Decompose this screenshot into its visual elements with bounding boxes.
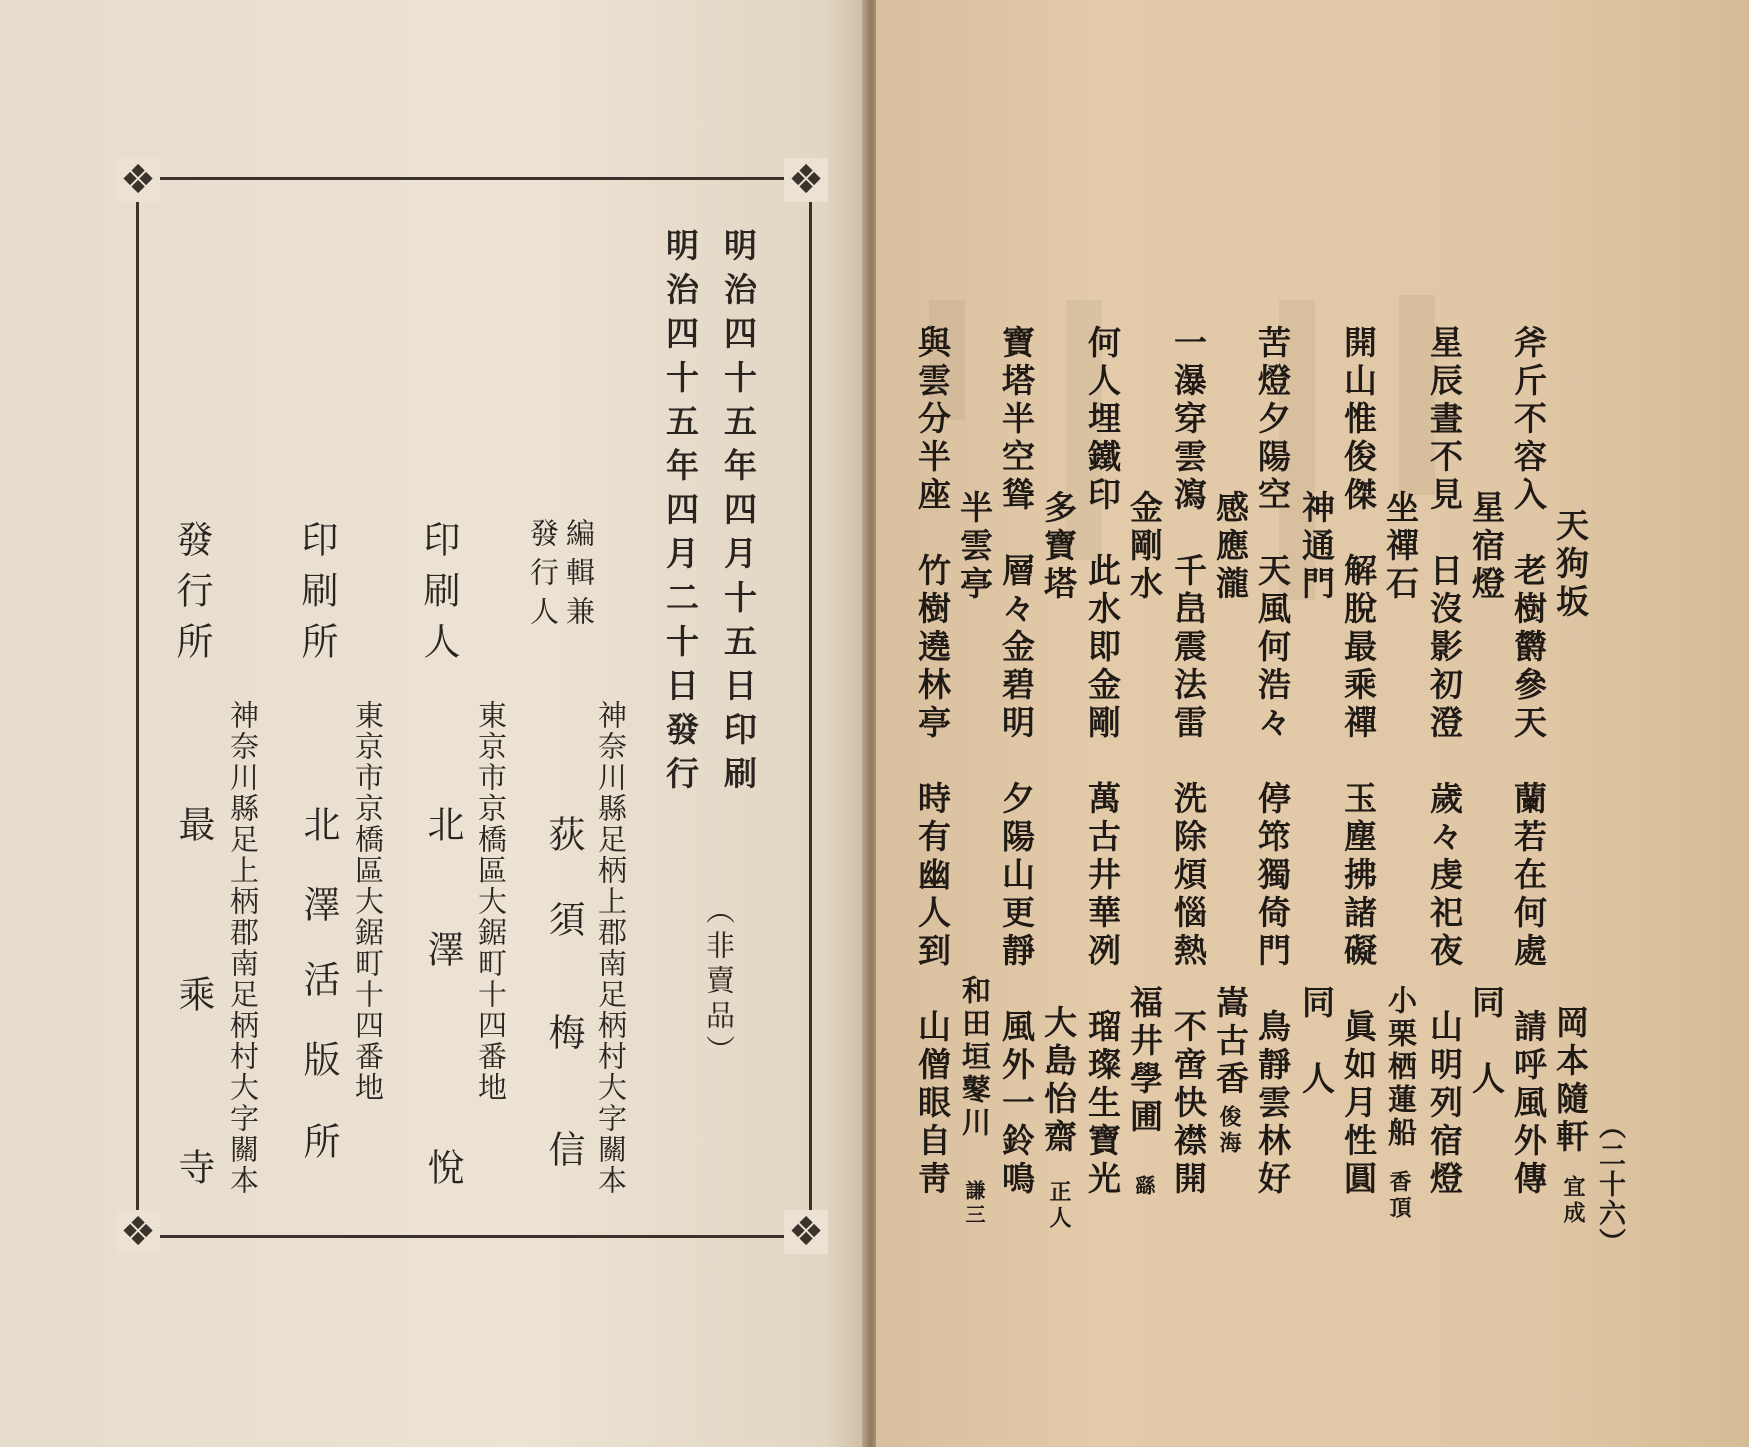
poem-author: 岡本隨軒 xyxy=(1551,1005,1590,1157)
poem-author: 同 人 xyxy=(1467,985,1506,1099)
print-shop-address: 東京市京橋區大鋸町十四番地 xyxy=(351,700,385,1103)
editor-address: 神奈川縣足柄上郡南足柄村大字關本 xyxy=(594,700,628,1196)
print-date: 明治四十五年四月十五日印刷 xyxy=(719,228,758,800)
poem-author: 嵩古香 xyxy=(1211,985,1250,1099)
publisher-address: 神奈川縣足上柄郡南足柄村大字關本 xyxy=(226,700,260,1196)
poem-title: 神通門 xyxy=(1297,490,1336,604)
editor-label: 編輯兼 發行人 xyxy=(526,518,596,635)
issue-date: 明治四十五年四月二十日發行 xyxy=(661,228,700,800)
right-page xyxy=(876,0,1749,1447)
print-shop-name-2: 澤 xyxy=(297,885,340,922)
poem-author-sub: 香頂 xyxy=(1386,1170,1412,1222)
not-for-sale-note: （非賣品） xyxy=(702,895,736,1070)
poem-title: 半雲亭 xyxy=(955,490,994,604)
publisher-name-3: 寺 xyxy=(172,1148,215,1185)
printer-address: 東京市京橋區大鋸町十四番地 xyxy=(474,700,508,1103)
poem-verse: 開山惟俊傑 解脫最乘禪 玉塵拂諸礙 眞如月性圓 xyxy=(1339,325,1378,1199)
poem-title: 星宿燈 xyxy=(1467,490,1506,604)
print-shop-name-1: 北 xyxy=(297,805,340,842)
corner-ornament-icon: ❖ xyxy=(784,158,828,202)
publisher-label: 發行所 xyxy=(170,520,213,673)
poem-verse: 斧斤不容入 老樹欝參天 蘭若在何處 請呼風外傳 xyxy=(1509,325,1548,1199)
poem-author-sub: 宜成 xyxy=(1560,1175,1586,1227)
poem-author-sub: 俊海 xyxy=(1216,1105,1242,1157)
poem-title: 感應瀧 xyxy=(1211,490,1250,604)
poem-author: 和田垣鼕川 xyxy=(958,975,992,1140)
corner-ornament-icon: ❖ xyxy=(116,1210,160,1254)
poem-verse: 與雲分半座 竹樹遶林亭 時有幽人到 山僧眼自靑 xyxy=(913,325,952,1199)
editor-name-2: 須 xyxy=(542,900,585,937)
page-number: （二十六） xyxy=(1594,1112,1625,1257)
poem-title: 天狗坂 xyxy=(1551,508,1590,622)
poem-verse: 一瀑穿雲瀉 千峊震法雷 洗除煩惱熱 不啻快襟開 xyxy=(1169,325,1208,1199)
print-shop-name-3: 活 xyxy=(297,960,340,997)
poem-author: 福井學圃 xyxy=(1125,985,1164,1137)
printer-name-3: 悅 xyxy=(421,1148,464,1185)
print-shop-name-5: 所 xyxy=(297,1122,340,1159)
poem-author: 同 人 xyxy=(1297,985,1336,1099)
corner-ornament-icon: ❖ xyxy=(784,1210,828,1254)
poem-author-sub: 正人 xyxy=(1046,1180,1072,1232)
publisher-name-1: 最 xyxy=(172,805,215,842)
poem-author: 大島怡齋 xyxy=(1039,1005,1078,1157)
poem-verse: 何人埋鐵印 此水即金剛 萬古井華冽 瑠璨生寶光 xyxy=(1083,325,1122,1199)
poem-title: 多寶塔 xyxy=(1039,490,1078,604)
left-page xyxy=(0,0,868,1447)
editor-name-4: 信 xyxy=(542,1130,585,1167)
publisher-name-2: 乘 xyxy=(172,975,215,1012)
editor-name-3: 梅 xyxy=(542,1013,585,1050)
print-shop-label: 印刷所 xyxy=(295,520,338,673)
poem-verse: 苦燈夕陽空 天風何浩々 停筇獨倚門 鳥靜雲林好 xyxy=(1253,325,1292,1199)
printer-label: 印刷人 xyxy=(417,520,460,673)
poem-author: 小栗栖蓮船 xyxy=(1384,985,1418,1150)
printer-name-1: 北 xyxy=(421,805,464,842)
poem-title: 金剛水 xyxy=(1125,490,1164,604)
printer-name-2: 澤 xyxy=(421,930,464,967)
print-shop-name-4: 版 xyxy=(297,1040,340,1077)
poem-title: 坐禪石 xyxy=(1381,490,1420,604)
poem-verse: 寶塔半空聳 層々金碧明 夕陽山更靜 風外一鈴鳴 xyxy=(997,325,1036,1199)
editor-name-1: 荻 xyxy=(542,815,585,852)
poem-verse: 星辰晝不見 日沒影初澄 歲々虔祀夜 山明列宿燈 xyxy=(1425,325,1464,1199)
poem-author-sub: 謙三 xyxy=(962,1180,986,1228)
poem-author-sub: 繇 xyxy=(1132,1175,1156,1199)
corner-ornament-icon: ❖ xyxy=(116,158,160,202)
